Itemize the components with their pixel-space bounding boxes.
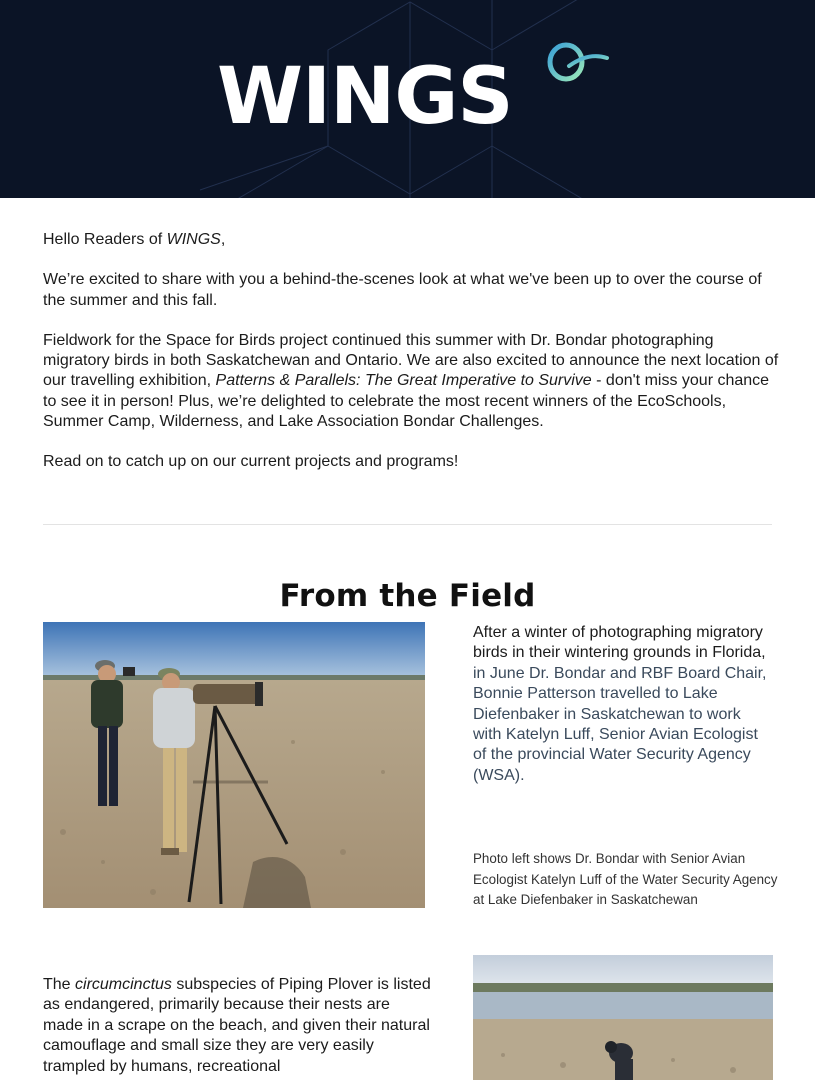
- section-title: From the Field: [279, 577, 536, 614]
- plover-field-photo: [473, 955, 773, 1080]
- newsletter-header: [0, 0, 815, 198]
- section-divider: [43, 524, 772, 525]
- read-on-paragraph: Read on to catch up on our current projects and programs!: [43, 453, 459, 471]
- intro-section: [43, 230, 783, 493]
- fieldwork-paragraph: Fieldwork for the Space for Birds project continued this summer with Dr. Bondar photographing migratory birds in both Saskatchewan and Ontario. We are also excited to announce the next location of our travelling exhibition, Patterns & Parallels: The Great Imperative to Survive - don't miss your chance to see it in person! Plus, we’re delighted to celebrate the most recent winners of the EcoSchools, Summer Camp, Wilderness, and Lake Association Bondar Challenges.: [43, 331, 779, 431]
- intro-paragraph: We’re excited to share with you a behind-the-scenes look at what we've been up to over the course of the summer and this fall.: [43, 271, 762, 309]
- field-text: After a winter of photographing migratory birds in their wintering grounds in Florida, in June Dr. Bondar and RBF Board Chair, Bonnie Patterson travelled to Lake Diefenbaker in Saskatchewan to work with Katelyn Luff, Senior Avian Ecologist of the provincial Water Security Agency (WSA).: [473, 624, 767, 784]
- plover-paragraph: The circumcinctus subspecies of Piping Plover is listed as endangered, primarily because their nests are made in a scrape on the beach, and given their natural camouflage and small size they are very easily trampled by humans, recreational: [43, 976, 431, 1075]
- greeting: Hello Readers of WINGS,: [43, 231, 226, 248]
- photo-caption: Photo left shows Dr. Bondar with Senior Avian Ecologist Katelyn Luff of the Water Security Agency at Lake Diefenbaker in Saskatchewan: [473, 851, 778, 908]
- bondar-field-photo: [43, 622, 425, 908]
- swoosh-logo-icon: [543, 40, 613, 90]
- wings-logo-text: WINGS: [217, 52, 513, 142]
- exhibition-title: Patterns & Parallels: The Great Imperative to Survive: [215, 372, 592, 390]
